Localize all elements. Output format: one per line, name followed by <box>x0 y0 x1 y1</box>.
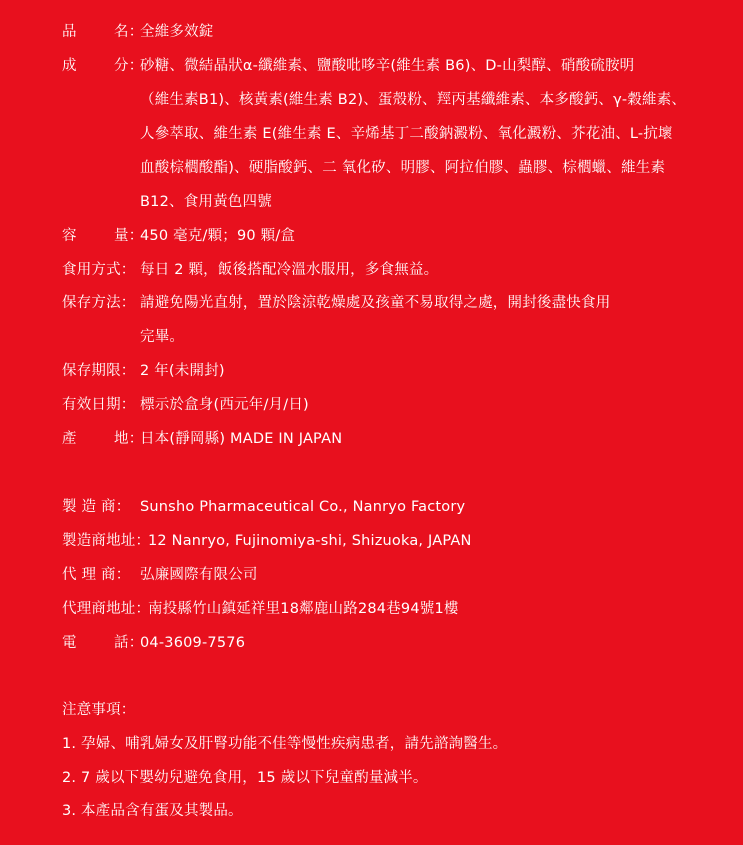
origin-value: 日本(靜岡縣) MADE IN JAPAN <box>140 431 343 447</box>
storage-label: 保存方法： <box>62 295 136 311</box>
ingredients-line: B12、食用黃色四號 <box>140 194 272 210</box>
ingredients-line: 血酸棕櫚酸酯)、硬脂酸鈣、二 氧化矽、明膠、阿拉伯膠、蟲膠、棕櫚蠟、維生素 <box>140 160 666 176</box>
agent-label: 代 理 商： <box>62 567 131 583</box>
storage-line: 請避免陽光直射，置於陰涼乾燥處及孩童不易取得之處，開封後盡快食用 <box>140 295 611 311</box>
ingredients-line: （維生素B1)、核黃素(維生素 B2)、蛋殼粉、羥丙基纖維素、本多酸鈣、γ-穀維素、 <box>140 92 687 108</box>
expiry-value: 標示於盒身(西元年/月/日) <box>140 397 309 413</box>
agent-address-label: 代理商地址： <box>62 601 151 617</box>
ingredients-label-a: 成 <box>62 58 77 74</box>
phone-value: 04-3609-7576 <box>140 635 246 651</box>
expiry-label: 有效日期： <box>62 397 136 413</box>
product-name-label-b: 名： <box>114 24 144 40</box>
maker-address-value: 12 Nanryo, Fujinomiya-shi, Shizuoka, JAPAN <box>148 533 472 549</box>
note-item: 1. 孕婦、哺乳婦女及肝腎功能不佳等慢性疾病患者，請先諮詢醫生。 <box>62 736 508 752</box>
maker-value: Sunsho Pharmaceutical Co., Nanryo Factory <box>140 499 466 515</box>
storage-line: 完畢。 <box>140 329 185 345</box>
product-name-label-a: 品 <box>62 24 77 40</box>
ingredients-label-b: 分： <box>114 58 144 74</box>
agent-value: 弘廉國際有限公司 <box>140 567 258 583</box>
note-item: 3. 本產品含有蛋及其製品。 <box>62 803 243 819</box>
phone-label-a: 電 <box>62 635 77 651</box>
capacity-value: 450 毫克/顆；90 顆/盒 <box>140 228 296 244</box>
shelf-life-label: 保存期限： <box>62 363 136 379</box>
ingredients-line: 砂糖、微結晶狀α-纖維素、鹽酸吡哆辛(維生素 B6)、D-山梨醇、硝酸硫胺明 <box>140 58 635 74</box>
maker-address-label: 製造商地址： <box>62 533 151 549</box>
usage-label: 食用方式： <box>62 262 136 278</box>
phone-label-b: 話： <box>114 635 144 651</box>
note-item: 2. 7 歲以下嬰幼兒避免食用，15 歲以下兒童酌量減半。 <box>62 770 428 786</box>
ingredients-line: 人參萃取、維生素 E(維生素 E、辛烯基丁二酸鈉澱粉、氧化澱粉、芥花油、L-抗壞 <box>140 126 673 142</box>
origin-label-b: 地： <box>114 431 144 447</box>
maker-label: 製 造 商： <box>62 499 131 515</box>
agent-address-value: 南投縣竹山鎮延祥里18鄰鹿山路284巷94號1樓 <box>148 601 459 617</box>
capacity-label-a: 容 <box>62 228 77 244</box>
origin-label-a: 產 <box>62 431 77 447</box>
usage-value: 每日 2 顆，飯後搭配冷溫水服用，多食無益。 <box>140 262 439 278</box>
product-name-value: 全維多效錠 <box>140 24 214 40</box>
capacity-label-b: 量： <box>114 228 144 244</box>
shelf-life-value: 2 年(未開封) <box>140 363 225 379</box>
notes-title: 注意事項： <box>62 702 136 718</box>
